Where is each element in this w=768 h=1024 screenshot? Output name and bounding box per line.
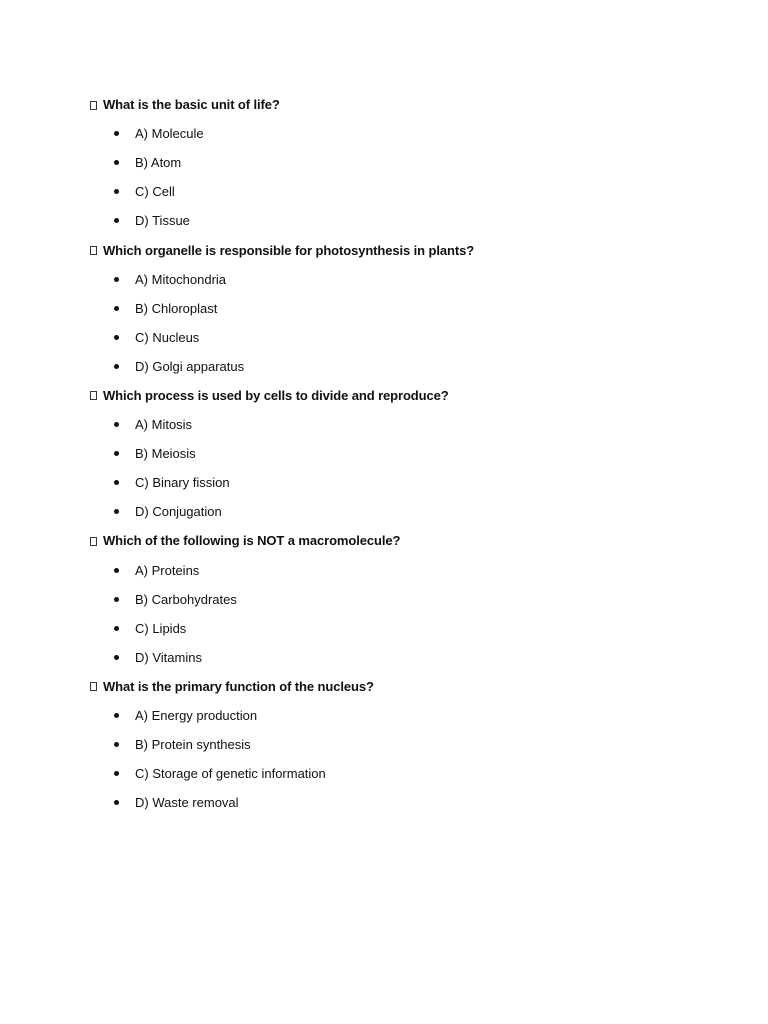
bullet-dot-icon [114, 655, 119, 660]
bullet-dot-icon [114, 626, 119, 631]
option-item [90, 643, 730, 672]
bullet-dot-icon [114, 800, 119, 805]
option-text: C) Binary fission [135, 475, 230, 491]
bullet-dot-icon [114, 306, 119, 311]
option-item [90, 788, 730, 817]
bullet-dot-icon [114, 422, 119, 427]
option-item [90, 206, 730, 235]
option-list [90, 701, 730, 817]
option-item [90, 730, 730, 759]
option-text: C) Nucleus [135, 329, 200, 345]
option-item [90, 585, 730, 614]
missing-glyph-box-icon [90, 101, 97, 110]
option-item [90, 759, 730, 788]
bullet-dot-icon [114, 480, 119, 485]
option-item [90, 323, 730, 352]
option-item [90, 410, 730, 439]
bullet-dot-icon [114, 713, 119, 718]
quiz-list [90, 90, 730, 817]
bullet-dot-icon [114, 335, 119, 340]
bullet-dot-icon [114, 509, 119, 514]
question-text: Which process is used by cells to divide and reproduce? [103, 387, 449, 403]
question-block [90, 526, 730, 671]
option-item [90, 701, 730, 730]
option-item [90, 265, 730, 294]
question-text: Which organelle is responsible for photosynthesis in plants? [103, 242, 475, 258]
question-text: Which of the following is NOT a macromolecule? [103, 533, 401, 549]
question-heading [90, 672, 730, 701]
option-text: B) Atom [135, 155, 182, 171]
bullet-dot-icon [114, 364, 119, 369]
bullet-dot-icon [114, 189, 119, 194]
question-text: What is the primary function of the nucleus? [103, 678, 374, 694]
option-text: D) Waste removal [135, 795, 239, 811]
question-heading [90, 381, 730, 410]
missing-glyph-box-icon [90, 391, 97, 400]
option-list [90, 556, 730, 672]
option-item [90, 294, 730, 323]
option-list [90, 265, 730, 381]
option-text: B) Chloroplast [135, 300, 218, 316]
option-text: C) Cell [135, 184, 175, 200]
option-text: D) Golgi apparatus [135, 358, 245, 374]
option-text: B) Meiosis [135, 446, 196, 462]
question-heading [90, 526, 730, 555]
option-text: A) Proteins [135, 562, 200, 578]
question-block [90, 672, 730, 817]
option-item [90, 468, 730, 497]
bullet-dot-icon [114, 451, 119, 456]
option-text: D) Vitamins [135, 649, 202, 665]
question-text: What is the basic unit of life? [103, 97, 280, 113]
option-text: B) Protein synthesis [135, 737, 251, 753]
option-list [90, 119, 730, 235]
option-text: C) Storage of genetic information [135, 766, 326, 782]
option-text: A) Energy production [135, 708, 258, 724]
option-text: A) Molecule [135, 126, 204, 142]
option-text: A) Mitosis [135, 417, 193, 433]
option-item [90, 119, 730, 148]
option-text: C) Lipids [135, 620, 187, 636]
question-block [90, 90, 730, 235]
missing-glyph-box-icon [90, 537, 97, 546]
missing-glyph-box-icon [90, 682, 97, 691]
bullet-dot-icon [114, 277, 119, 282]
option-item [90, 497, 730, 526]
question-block [90, 381, 730, 526]
option-list [90, 410, 730, 526]
option-text: D) Tissue [135, 213, 190, 229]
missing-glyph-box-icon [90, 246, 97, 255]
question-heading [90, 90, 730, 119]
bullet-dot-icon [114, 131, 119, 136]
question-heading [90, 235, 730, 264]
bullet-dot-icon [114, 742, 119, 747]
question-block [90, 235, 730, 380]
option-item [90, 177, 730, 206]
option-text: B) Carbohydrates [135, 591, 237, 607]
bullet-dot-icon [114, 568, 119, 573]
option-item [90, 148, 730, 177]
bullet-dot-icon [114, 597, 119, 602]
option-item [90, 439, 730, 468]
option-text: D) Conjugation [135, 504, 222, 520]
bullet-dot-icon [114, 218, 119, 223]
option-item [90, 352, 730, 381]
option-item [90, 614, 730, 643]
bullet-dot-icon [114, 771, 119, 776]
option-item [90, 556, 730, 585]
option-text: A) Mitochondria [135, 271, 227, 287]
bullet-dot-icon [114, 160, 119, 165]
